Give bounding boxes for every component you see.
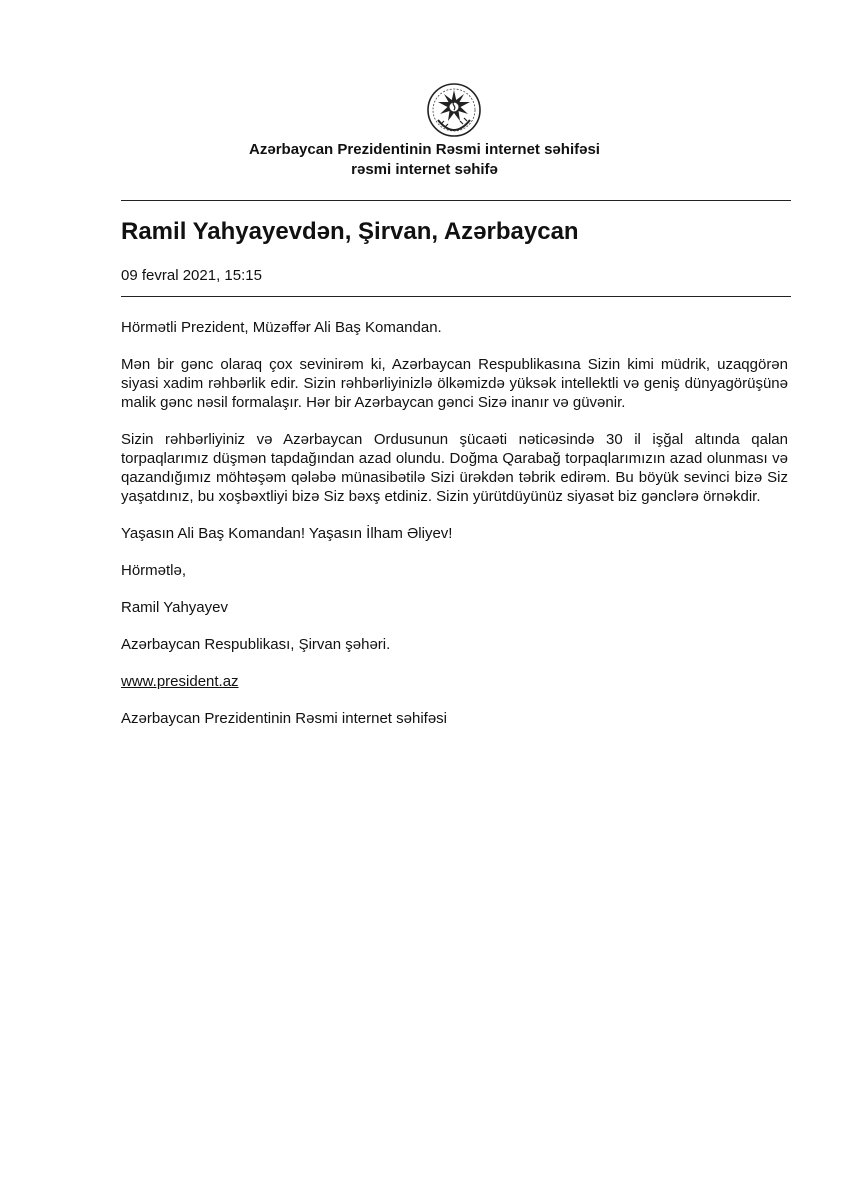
source-note: Azərbaycan Prezidentinin Rəsmi internet səhifəsi	[121, 710, 447, 727]
letter-address: Azərbaycan Respublikası, Şirvan şəhəri.	[121, 636, 391, 653]
site-header-title: Azərbaycan Prezidentinin Rəsmi internet səhifəsi	[249, 141, 600, 158]
letter-signature: Ramil Yahyayev	[121, 599, 228, 616]
letter-paragraph: Mən bir gənc olaraq çox sevinirəm ki, Azərbaycan Respublikasına Sizin kimi müdrik, uzaqgörən siyasi xadim rəhbərlik edir. Sizin rəhbərliyinizlə ölkəmizdə yüksək intellektli və geniş dünyagörüşünə malik gənc nəsil formalaşır. Hər bir Azərbaycan gənci Sizə inanır və güvənir.	[121, 356, 788, 411]
letter-greeting: Hörmətli Prezident, Müzəffər Ali Baş Komandan.	[121, 319, 442, 336]
state-emblem-icon	[424, 80, 484, 140]
website-link[interactable]: www.president.az	[121, 673, 239, 690]
letter-body	[121, 318, 788, 746]
letter-slogan: Yaşasın Ali Baş Komandan! Yaşasın İlham Əliyev!	[121, 525, 453, 542]
site-header-subtitle: rəsmi internet səhifə	[351, 161, 498, 178]
letter-paragraph: Sizin rəhbərliyiniz və Azərbaycan Ordusunun şücaəti nəticəsində 30 il işğal altında qalan torpaqlarımız düşmən tapdağından azad olundu. Doğma Qarabağ torpaqlarımızın azad olunması və qazandığımız möhtəşəm qələbə münasibətilə Sizi ürəkdən təbrik edirəm. Bu böyük sevinci bizə Siz yaşatdınız, bu xoşbəxtliyi bizə Siz bəxş etdiniz. Sizin yürütdüyünüz siyasət biz gənclərə örnəkdir.	[121, 431, 788, 505]
header-divider	[121, 200, 791, 201]
article-date: 09 fevral 2021, 15:15	[121, 267, 262, 284]
article-title: Ramil Yahyayevdən, Şirvan, Azərbaycan	[121, 218, 579, 245]
title-divider	[121, 296, 791, 297]
letter-closing: Hörmətlə,	[121, 562, 187, 579]
site-header	[0, 140, 849, 180]
